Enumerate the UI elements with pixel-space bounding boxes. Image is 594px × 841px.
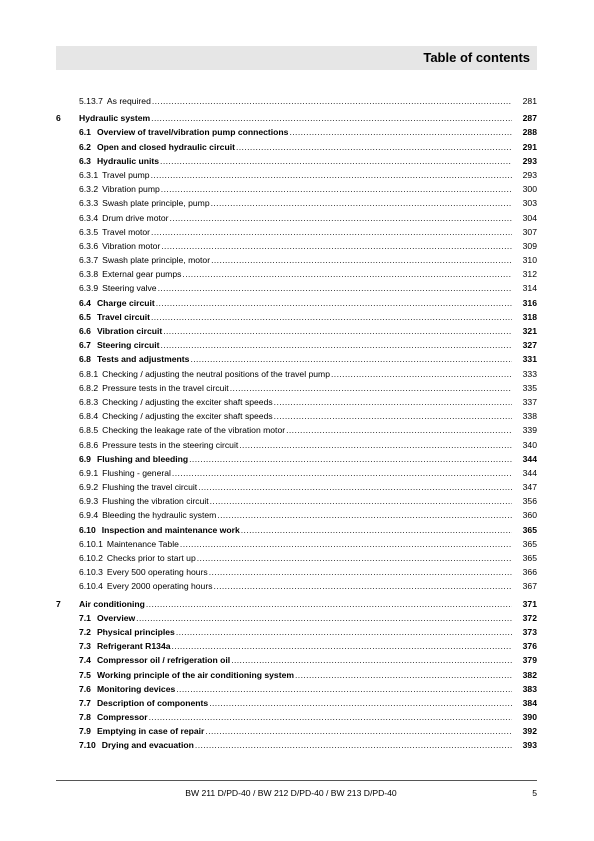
toc-section-title: Inspection and maintenance work [101, 524, 240, 535]
toc-entry[interactable] [56, 168, 537, 182]
toc-entry[interactable] [56, 409, 537, 423]
toc-leader-dots [158, 281, 512, 295]
toc-section-title: Travel motor [102, 226, 151, 237]
toc-section-title: Checking the leakage rate of the vibration motor [102, 425, 286, 436]
toc-section-number: 6.1 [79, 127, 91, 138]
toc-section-number: 6.3.9 [79, 283, 99, 294]
toc-entry[interactable] [56, 253, 537, 267]
toc-entry[interactable] [56, 140, 537, 154]
toc-entry-text [79, 395, 513, 409]
toc-entry-text [79, 494, 513, 508]
toc-leader-dots [295, 668, 512, 682]
toc-entry[interactable] [56, 523, 537, 537]
toc-leader-dots [195, 738, 512, 752]
toc-leader-dots [170, 211, 513, 225]
toc-leader-dots [286, 423, 512, 437]
toc-entry[interactable] [56, 579, 537, 593]
toc-section-title: Pressure tests in the steering circuit [102, 439, 239, 450]
toc-entry[interactable] [56, 338, 537, 352]
toc-leader-dots [172, 466, 512, 480]
toc-entry-text [79, 710, 513, 724]
toc-entry-text [79, 452, 513, 466]
toc-entry[interactable] [56, 682, 537, 696]
toc-leader-dots [151, 111, 512, 125]
toc-section-number: 6.3.6 [79, 240, 99, 251]
toc-leader-dots [190, 352, 512, 366]
toc-section-number: 6.9.2 [79, 482, 99, 493]
toc-entry-text [79, 381, 513, 395]
toc-section-number: 6.9 [79, 453, 91, 464]
toc-section-title: Physical principles [96, 626, 175, 637]
toc-leader-dots [182, 267, 512, 281]
toc-page-number: 372 [522, 612, 537, 623]
toc-entry[interactable] [56, 738, 537, 752]
toc-section-number: 6.3.8 [79, 269, 99, 280]
toc-section-number: 6.2 [79, 141, 91, 152]
toc-entry[interactable] [56, 508, 537, 522]
toc-entry[interactable] [56, 724, 537, 738]
toc-entry[interactable] [56, 452, 537, 466]
toc-page-number: 337 [522, 396, 537, 407]
toc-page-number: 383 [522, 683, 537, 694]
toc-page-number: 309 [522, 240, 537, 251]
toc-section-number: 6.3.2 [79, 184, 99, 195]
toc-entry[interactable] [56, 367, 537, 381]
toc-entry[interactable] [56, 296, 537, 310]
toc-leader-dots [152, 94, 512, 108]
toc-page-number: 307 [522, 226, 537, 237]
toc-section-number: 6.8.5 [79, 425, 99, 436]
toc-leader-dots [209, 565, 512, 579]
toc-page-number: 367 [522, 581, 537, 592]
toc-page-number: 347 [522, 482, 537, 493]
toc-section-title: Travel pump [102, 169, 150, 180]
toc-chapter-number: 6 [56, 113, 61, 124]
toc-entry-text [79, 682, 513, 696]
toc-section-number: 6.10.2 [79, 553, 103, 563]
toc-entry-text [79, 565, 513, 579]
toc-page-number: 344 [522, 467, 537, 478]
toc-section-number: 6.3 [79, 155, 91, 166]
toc-section-number: 6.8 [79, 354, 91, 365]
toc-section-number: 6.3.5 [79, 226, 99, 237]
toc-leader-dots [197, 551, 512, 565]
toc-page-number: 304 [522, 212, 537, 223]
toc-entry[interactable] [56, 310, 537, 324]
toc-entry[interactable] [56, 438, 537, 452]
toc-section-title: Checking / adjusting the exciter shaft speeds [102, 396, 273, 407]
toc-entry-text [79, 94, 513, 108]
toc-page-number: 281 [522, 96, 537, 106]
toc-entry-text [79, 154, 513, 168]
toc-entry-text [79, 537, 513, 551]
toc-entry[interactable] [56, 696, 537, 710]
toc-section-number: 6.3.4 [79, 212, 99, 223]
toc-page-number: 371 [522, 598, 537, 609]
footer-divider [56, 780, 537, 781]
toc-entry-text [79, 579, 513, 593]
toc-entry[interactable] [56, 154, 537, 168]
toc-leader-dots [172, 639, 512, 653]
toc-entry[interactable] [56, 182, 537, 196]
toc-leader-dots [176, 625, 512, 639]
toc-section-title: Refrigerant R134a [96, 641, 171, 652]
toc-page-number: 333 [522, 368, 537, 379]
toc-section-title: Compressor oil / refrigeration oil [96, 655, 231, 666]
toc-leader-dots [161, 239, 512, 253]
toc-leader-dots [161, 338, 512, 352]
toc-entry[interactable] [56, 639, 537, 653]
toc-entry-text [79, 225, 513, 239]
toc-entry[interactable] [56, 111, 537, 125]
toc-entry[interactable] [56, 225, 537, 239]
toc-section-number: 7.2 [79, 626, 91, 637]
toc-section-number: 6.9.4 [79, 510, 99, 521]
toc-page-number: 393 [522, 740, 537, 751]
toc-entry-text [79, 523, 513, 537]
toc-leader-dots [231, 653, 512, 667]
toc-leader-dots [211, 253, 512, 267]
toc-entry-text [79, 668, 513, 682]
toc-page-number: 314 [522, 283, 537, 294]
toc-section-number: 6.5 [79, 311, 91, 322]
toc-entry[interactable] [56, 480, 537, 494]
toc-leader-dots [176, 682, 512, 696]
toc-page-number: 303 [522, 198, 537, 209]
toc-page-number: 382 [522, 669, 537, 680]
toc-entry[interactable] [56, 653, 537, 667]
toc-section-number: 6.10.3 [79, 567, 103, 578]
toc-section-number: 6.10.4 [79, 581, 103, 592]
toc-leader-dots [205, 724, 512, 738]
toc-entry-text [79, 239, 513, 253]
toc-section-title: Open and closed hydraulic circuit [96, 141, 235, 152]
toc-section-title: Description of components [96, 697, 209, 708]
toc-section-title: Maintenance Table [106, 538, 179, 549]
toc-section-number: 5.13.7 [79, 96, 103, 106]
toc-page-number: 338 [522, 411, 537, 422]
toc-entry[interactable] [56, 668, 537, 682]
toc-entry-text [79, 296, 513, 310]
toc-page-number: 293 [522, 155, 537, 166]
toc-section-title: Checks prior to start up [106, 553, 196, 563]
toc-section-title: Every 2000 operating hours [106, 581, 213, 592]
toc-section-title: Flushing and bleeding [96, 453, 189, 464]
toc-entry[interactable] [56, 611, 537, 625]
toc-entry-text [79, 338, 513, 352]
toc-entry-text [79, 409, 513, 423]
toc-entry-text [79, 310, 513, 324]
toc-page-number: 335 [522, 382, 537, 393]
toc-page-number: 339 [522, 425, 537, 436]
toc-leader-dots [217, 508, 512, 522]
toc-leader-dots [160, 154, 512, 168]
toc-entry[interactable] [56, 196, 537, 210]
toc-leader-dots [210, 494, 512, 508]
toc-section-title: Drying and evacuation [101, 740, 194, 751]
toc-section-title: Emptying in case of repair [96, 726, 205, 737]
toc-entry-text [79, 611, 513, 625]
toc-entry[interactable] [56, 324, 537, 338]
toc-section-title: Flushing the travel circuit [102, 482, 198, 493]
toc-page-number: 366 [522, 567, 537, 578]
toc-entry[interactable] [56, 551, 537, 565]
toc-entry-text [79, 480, 513, 494]
toc-section-number: 6.3.3 [79, 198, 99, 209]
toc-page-number: 288 [522, 127, 537, 138]
toc-section-number: 6.10.1 [79, 538, 103, 549]
toc-entry-text [79, 168, 513, 182]
toc-page-number: 331 [522, 354, 537, 365]
toc-entry[interactable] [56, 267, 537, 281]
toc-section-title: Vibration motor [102, 240, 161, 251]
toc-section-title: External gear pumps [102, 269, 182, 280]
toc-entry[interactable] [56, 537, 537, 551]
toc-section-number: 6.8.3 [79, 396, 99, 407]
toc-leader-dots [151, 310, 512, 324]
toc-leader-dots [241, 523, 512, 537]
toc-section-title: Steering valve [102, 283, 157, 294]
toc-page-number: 356 [522, 496, 537, 507]
toc-section-title: Swash plate principle, motor [102, 255, 211, 266]
toc-leader-dots [161, 182, 512, 196]
toc-page-number: 344 [522, 453, 537, 464]
toc-leader-dots [151, 225, 512, 239]
toc-section-title: Monitoring devices [96, 683, 176, 694]
toc-entry-text [79, 738, 513, 752]
toc-leader-dots [239, 438, 512, 452]
toc-section-title: As required [106, 96, 151, 106]
toc-page-number: 300 [522, 184, 537, 195]
toc-entry[interactable] [56, 94, 537, 108]
toc-entry[interactable] [56, 125, 537, 139]
toc-leader-dots [211, 196, 512, 210]
toc-entry-text [79, 653, 513, 667]
toc-entry[interactable] [56, 625, 537, 639]
toc-section-title: Compressor [96, 712, 148, 723]
toc-section-number: 6.6 [79, 326, 91, 336]
toc-leader-dots [331, 367, 512, 381]
toc-entry-text [79, 438, 513, 452]
toc-leader-dots [274, 409, 512, 423]
toc-entry-text [79, 125, 513, 139]
toc-section-title: Drum drive motor [102, 212, 169, 223]
toc-page-number: 327 [522, 340, 537, 351]
toc-page-number: 365 [522, 538, 537, 549]
toc-section-title: Hydraulic units [96, 155, 160, 166]
toc-leader-dots [156, 296, 512, 310]
toc-page-number: 365 [522, 524, 537, 535]
toc-section-number: 6.3.7 [79, 255, 99, 266]
toc-section-number: 7.7 [79, 697, 91, 708]
toc-entry[interactable] [56, 352, 537, 366]
toc-page-number: 287 [522, 113, 537, 124]
toc-entry[interactable] [56, 395, 537, 409]
toc-entry-text [79, 253, 513, 267]
toc-section-title: Overview [96, 612, 136, 623]
toc-page-number: 293 [522, 169, 537, 180]
toc-entry-text [79, 352, 513, 366]
footer-page-number: 5 [532, 788, 537, 798]
toc-entry-text [79, 551, 513, 565]
toc-section-title: Overview of travel/vibration pump connections [96, 127, 289, 138]
toc-page-number: 318 [522, 311, 537, 322]
toc-entry[interactable] [56, 466, 537, 480]
toc-section-title: Steering circuit [96, 340, 160, 351]
toc-leader-dots [236, 140, 512, 154]
toc-page-number: 392 [522, 726, 537, 737]
toc-page-number: 365 [522, 553, 537, 563]
toc-entry-text [79, 508, 513, 522]
toc-section-number: 7.1 [79, 612, 91, 623]
toc-entry-text [79, 182, 513, 196]
toc-section-number: 6.4 [79, 297, 91, 308]
toc-leader-dots [274, 395, 512, 409]
toc-leader-dots [149, 710, 512, 724]
toc-leader-dots [146, 597, 512, 611]
toc-entry-text [79, 696, 513, 710]
toc-section-title: Swash plate principle, pump [102, 198, 210, 209]
toc-section-number: 6.8.1 [79, 368, 99, 379]
toc-section-number: 6.8.6 [79, 439, 99, 450]
header-bar [56, 46, 537, 70]
toc-section-title: Hydraulic system [79, 113, 151, 124]
toc-section-number: 7.4 [79, 655, 91, 666]
toc-section-number: 6.9.1 [79, 467, 99, 478]
toc-section-number: 6.9.3 [79, 496, 99, 507]
toc-section-number: 6.8.4 [79, 411, 99, 422]
toc-section-title: Flushing the vibration circuit [102, 496, 209, 507]
toc-entry[interactable] [56, 710, 537, 724]
toc-entry-text [79, 367, 513, 381]
toc-section-number: 7.6 [79, 683, 91, 694]
toc-page-number: 316 [522, 297, 537, 308]
toc-entry[interactable] [56, 423, 537, 437]
toc-entry[interactable] [56, 381, 537, 395]
table-of-contents [56, 94, 537, 753]
toc-page-number: 312 [522, 269, 537, 280]
toc-section-number: 7.5 [79, 669, 91, 680]
toc-leader-dots [198, 480, 512, 494]
toc-section-title: Charge circuit [96, 297, 155, 308]
toc-entry-text [79, 196, 513, 210]
toc-section-title: Working principle of the air conditioning system [96, 669, 294, 680]
toc-section-title: Vibration circuit [96, 326, 163, 336]
toc-section-number: 7.10 [79, 740, 96, 751]
toc-entry-text [79, 423, 513, 437]
toc-leader-dots [209, 696, 512, 710]
toc-entry-text [79, 111, 513, 125]
toc-entry[interactable] [56, 494, 537, 508]
toc-section-title: Bleeding the hydraulic system [102, 510, 217, 521]
toc-leader-dots [189, 452, 512, 466]
toc-page-number: 310 [522, 255, 537, 266]
toc-entry[interactable] [56, 281, 537, 295]
toc-entry-text [79, 466, 513, 480]
toc-entry-text [79, 639, 513, 653]
toc-page-number: 321 [522, 326, 537, 336]
toc-section-number: 7.8 [79, 712, 91, 723]
toc-section-title: Flushing - general [102, 467, 171, 478]
toc-leader-dots [163, 324, 512, 338]
toc-entry-text [79, 140, 513, 154]
toc-page-number: 360 [522, 510, 537, 521]
toc-entry[interactable] [56, 565, 537, 579]
toc-leader-dots [180, 537, 512, 551]
toc-page-number: 373 [522, 626, 537, 637]
toc-entry-text [79, 281, 513, 295]
toc-leader-dots [136, 611, 512, 625]
toc-entry[interactable] [56, 239, 537, 253]
toc-page-number: 376 [522, 641, 537, 652]
toc-section-title: Checking / adjusting the exciter shaft speeds [102, 411, 273, 422]
toc-page-number: 291 [522, 141, 537, 152]
toc-entry-text [79, 625, 513, 639]
toc-entry[interactable] [56, 597, 537, 611]
toc-entry-text [79, 211, 513, 225]
toc-section-number: 6.3.1 [79, 169, 99, 180]
toc-page-number: 390 [522, 712, 537, 723]
toc-leader-dots [230, 381, 512, 395]
toc-entry[interactable] [56, 211, 537, 225]
toc-section-number: 7.9 [79, 726, 91, 737]
toc-chapter-number: 7 [56, 598, 61, 609]
toc-section-number: 6.7 [79, 340, 91, 351]
toc-leader-dots [289, 125, 512, 139]
toc-section-number: 7.3 [79, 641, 91, 652]
toc-page-number: 379 [522, 655, 537, 666]
footer-models: BW 211 D/PD-40 / BW 212 D/PD-40 / BW 213 D/PD-40 [185, 788, 397, 798]
toc-section-title: Travel circuit [96, 311, 150, 322]
toc-leader-dots [151, 168, 512, 182]
toc-entry-text [79, 267, 513, 281]
toc-leader-dots [214, 579, 513, 593]
toc-page-number: 340 [522, 439, 537, 450]
page-title: Table of contents [423, 50, 530, 65]
toc-section-title: Every 500 operating hours [106, 567, 208, 578]
toc-entry-text [79, 724, 513, 738]
toc-page-number: 384 [522, 697, 537, 708]
toc-section-title: Pressure tests in the travel circuit [102, 382, 229, 393]
toc-entry-text [79, 597, 513, 611]
toc-entry-text [79, 324, 513, 338]
toc-section-number: 6.8.2 [79, 382, 99, 393]
toc-section-title: Vibration pump [102, 184, 160, 195]
toc-section-title: Air conditioning [79, 598, 145, 609]
toc-section-number: 6.10 [79, 524, 96, 535]
toc-section-title: Checking / adjusting the neutral positions of the travel pump [102, 368, 330, 379]
toc-section-title: Tests and adjustments [96, 354, 190, 365]
